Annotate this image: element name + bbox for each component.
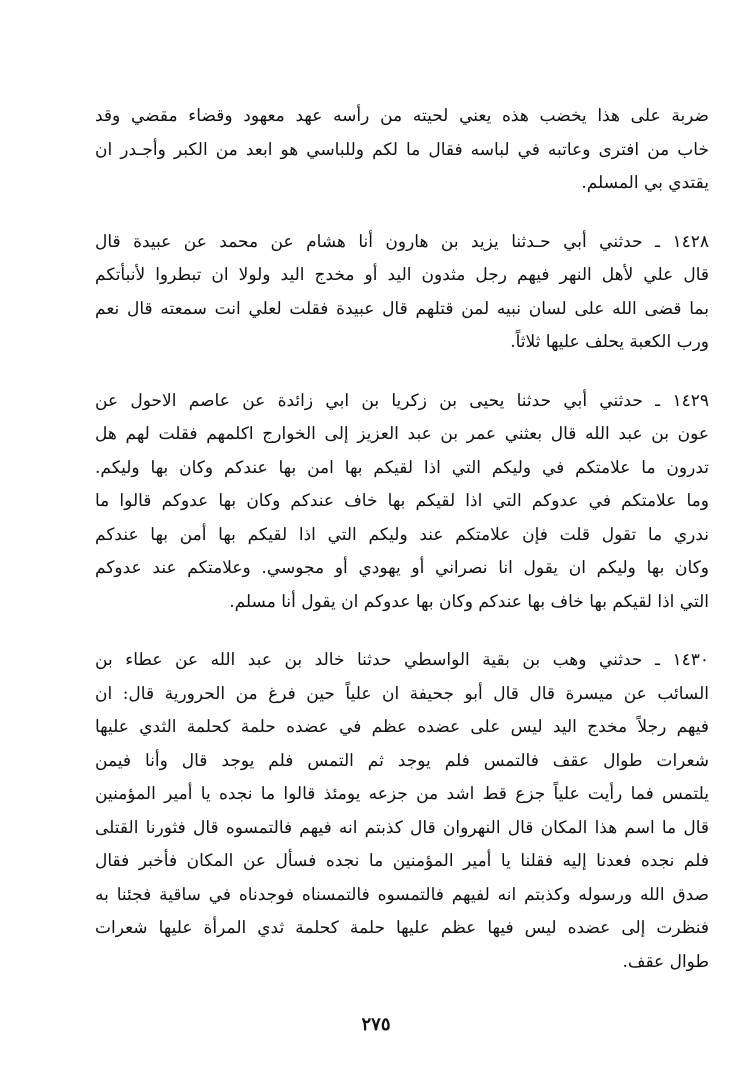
text-line: السائب عن ميسرة قال قال أبو جحيفة ان علياً حين فرغ من الحرورية قال: ان <box>95 683 709 704</box>
paragraph-1430 <box>95 644 709 979</box>
text-line: قال علي لأهل النهر فيهم رجل مثدون اليد أو مخدج اليد ولولا ان تبطروا لأنبأتكم <box>95 265 709 285</box>
text-line: فلم نجده فعدنا إليه فقلنا يا أمير المؤمنين ما نجده فسأل عن المكان فأخبر فقال <box>95 851 709 871</box>
text-line: وكان بها وليكم ان يقول انا نصراني أو يهودي أو مجوسي. وعلامتكم عند عدوكم <box>95 558 709 578</box>
paragraph-gap <box>95 619 709 644</box>
paragraph-1428 <box>95 226 709 360</box>
text-line: صدق الله ورسوله وكذبتم انه لفيهم فالتمسوه فالتمسناه فوجدناه في ساقية فجئنا به <box>95 884 709 905</box>
text-line: خاب من افترى وعاتبه في لباسه فقال ما لكم وللباسي هو ابعد من الكبر وأجـدر ان <box>95 139 709 160</box>
text-line: ١٤٢٩ ـ حدثني أبي حدثنا يحيى بن زكريا بن ابي زائدة عن عاصم الاحول عن <box>95 390 709 411</box>
book-page <box>95 100 709 979</box>
text-line: عون بن عبد الله قال بعثني عمر بن عبد العزيز إلى الخوارج اكلمهم فقلت لهم هل <box>95 424 709 444</box>
paragraph-intro <box>95 100 709 201</box>
text-line: ورب الكعبة يحلف عليها ثلاثاً. <box>510 332 709 352</box>
text-line: التي اذا لقيكم بها خاف بها عندكم وكان بها عدوكم ان يقول أنا مسلم. <box>229 591 709 612</box>
paragraph-gap <box>95 201 709 226</box>
text-line: شعرات طوال عقف فالتمس فلم يوجد ثم التمس فلم يوجد قال وأنا فيمن <box>95 750 709 771</box>
text-line: طوال عقف. <box>622 951 709 972</box>
text-line: ١٤٢٨ ـ حدثني أبي حـدثنا يزيد بن هارون أنا هشام عن محمد عن عبيدة قال <box>95 231 709 252</box>
text-line: فنظرت إلى عضده ليس فيها عظم عليها حلمة كحلمة ثدي المرأة عليها شعرات <box>95 918 709 938</box>
text-line: ١٤٣٠ ـ حدثني وهب بن بقية الواسطي حدثنا خالد بن عبد الله عن عطاء بن <box>95 650 709 670</box>
text-line: فيهم رجلاً مخدج اليد ليس على عضده عظم في عضده حلمة كحلمة الثدي عليها <box>95 717 709 737</box>
text-line: تدرون ما علامتكم في وليكم التي اذا لقيكم بها امن بها عندكم وكان بها وليكم. <box>95 457 709 478</box>
text-line: يلتمس فما رأيت علياً جزع قط اشد من جزعه يومئذ قالوا ما نجده يا أمير المؤمنين <box>95 784 709 804</box>
text-line: بما قضى الله على لسان نبيه لمن قتلهم قال عبيدة فقلت لعلي انت سمعته قال نعم <box>95 298 709 319</box>
text-line: وما علامتكم في عدوكم التي اذا لقيكم بها خاف عندكم وكان بها عدوكم قالوا ما <box>95 491 709 511</box>
page-number: ٢٧٥ <box>361 1014 391 1035</box>
text-line: قال ما اسم هذا المكان قال النهروان قال كذبتم انه فيهم فالتمسوه قال فثورنا القتلى <box>95 817 709 838</box>
paragraph-gap <box>95 360 709 385</box>
text-line: ندري ما تقول قلت فإن علامتكم عند وليكم التي اذا لقيكم بها أمن بها عندكم <box>95 524 709 545</box>
paragraph-1429 <box>95 385 709 620</box>
text-line: ضربة على هذا يخضب هذه يعني لحيته من رأسه عهد معهود وقضاء مقضي وقد <box>95 106 709 126</box>
text-line: يقتدي بي المسلم. <box>581 173 709 193</box>
